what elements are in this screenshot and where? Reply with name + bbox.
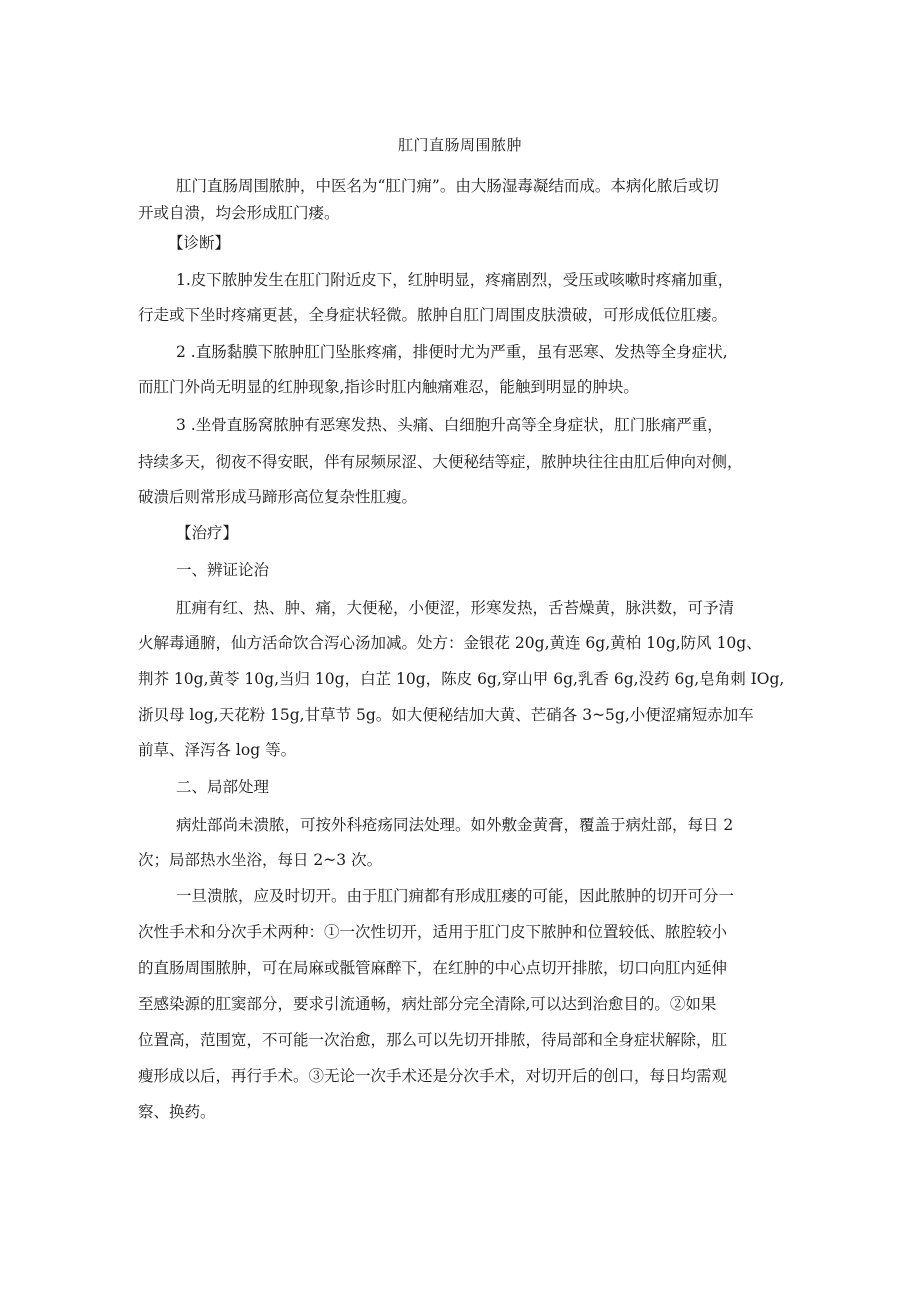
section-heading-treatment: 【治疗】: [176, 524, 239, 542]
treatment-line-1: 肛痈有红、热、肿、痛，大便秘，小便涩，形寒发热，舌苔燥黄，脉洪数，可予清: [176, 599, 735, 617]
local-line-2: 次；局部热水坐浴，每日 2~3 次。: [138, 851, 383, 869]
intro-line-1: 肛门直肠周围脓肿，中医名为“肛门痈”。由大肠湿毒凝结而成。本病化脓后或切: [176, 177, 719, 195]
subheading-syndrome-differentiation: 一、辨证论治: [176, 561, 270, 579]
treatment-line-5: 前草、泽泻各 log 等。: [138, 741, 297, 759]
diagnosis-3-line-3: 破溃后则常形成马蹄形高位复杂性肛瘦。: [138, 488, 418, 506]
diagnosis-2-line-2: 而肛门外尚无明显的红肿现象,指诊时肛内触痛难忍，能触到明显的肿块。: [138, 378, 639, 396]
incision-line-6: 瘦形成以后，再行手术。③无论一次手术还是分次手术，对切开后的创口，每日均需观: [138, 1067, 728, 1085]
diagnosis-3-line-2: 持续多天，彻夜不得安眠，伴有尿频尿涩、大便秘结等症，脓肿块往往由肛后伸向对侧，: [138, 453, 743, 471]
incision-line-1: 一旦溃脓，应及时切开。由于肛门痈都有形成肛瘘的可能，因此脓肿的切开可分一: [176, 887, 735, 905]
intro-line-2: 开或自溃，均会形成肛门瘘。: [138, 204, 340, 222]
treatment-line-4: 浙贝母 log,天花粉 15g,甘草节 5g。如大便秘结加大黄、芒硝各 3~5g,小便涩痛短赤加车: [138, 706, 754, 724]
section-heading-diagnosis: 【诊断】: [168, 234, 231, 252]
incision-line-2: 次性手术和分次手术两种：①一次性切开，适用于肛门皮下脓肿和位置较低、脓腔较小: [138, 923, 728, 941]
diagnosis-2-line-1: 2 .直肠黏膜下脓肿肛门坠胀疼痛，排便时尤为严重，虽有恶寒、发热等全身症状,: [176, 343, 728, 361]
diagnosis-1-line-2: 行走或下坐时疼痛更甚，全身症状轻微。脓肿自肛门周围皮肤溃破，可形成低位肛瘘。: [138, 306, 728, 324]
incision-line-5: 位置高，范围宽，不可能一次治愈，那么可以先切开排脓，待局部和全身症状解除，肛: [138, 1031, 728, 1049]
incision-line-3: 的直肠周围脓肿，可在局麻或骶管麻醉下，在红肿的中心点切开排脓，切口向肛内延伸: [138, 959, 728, 977]
subheading-local-treatment: 二、局部处理: [176, 778, 270, 796]
treatment-line-2: 火解毒通腑，仙方活命饮合泻心汤加减。处方：金银花 20g,黄连 6g,黄柏 10g,防风 10g、: [138, 634, 762, 652]
document-title: 肛门直肠周围脓肿: [397, 136, 522, 154]
incision-line-4: 至感染源的肛窦部分，要求引流通畅，病灶部分完全清除,可以达到治愈目的。②如果: [138, 995, 717, 1013]
diagnosis-1-line-1: 1.皮下脓肿发生在肛门附近皮下，红肿明显，疼痛剧烈，受压或咳嗽时疼痛加重，: [176, 271, 734, 289]
local-line-1: 病灶部尚未溃脓，可按外科疮疡同法处理。如外敷金黄膏，覆盖于病灶部，每日 2: [176, 816, 734, 834]
incision-line-7: 察、换药。: [138, 1103, 216, 1121]
treatment-line-3: 荆芥 10g,黄苓 10g,当归 10g，白芷 10g，陈皮 6g,穿山甲 6g,乳香 6g,没药 6g,皂角刺 IOg,: [138, 670, 785, 688]
diagnosis-3-line-1: 3 .坐骨直肠窝脓肿有恶寒发热、头痛、白细胞升高等全身症状，肛门胀痛严重，: [176, 416, 723, 434]
